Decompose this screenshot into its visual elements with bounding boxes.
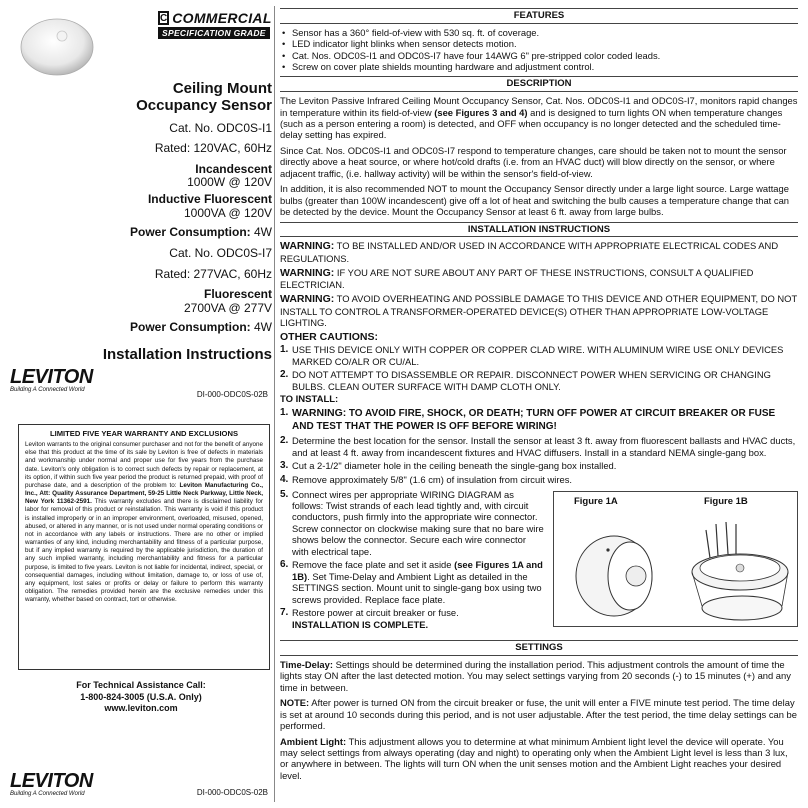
- installation-instructions-title: Installation Instructions: [102, 346, 272, 363]
- inductive-fluorescent-label: Inductive Fluorescent: [147, 192, 272, 207]
- figure-1a-illustration: [558, 510, 678, 626]
- brand-commercial-text: COMMERCIAL: [172, 10, 272, 26]
- install-step-7: 7. Restore power at circuit breaker or fuse. INSTALLATION IS COMPLETE.: [280, 607, 459, 630]
- description-p1: The Leviton Passive Infrared Ceiling Mount Occupancy Sensor, Cat. Nos. ODC0S-I1 and ODC0S-I7, monitors rapid changes in temperature within its field-of-view (see Figures 3 and 4) and is designed to turn lights ON when temperature changes (such as a person entering a room) is detected, and OFF when occupancy is no longer detected and the scheduled time-delay setting has expired.: [280, 95, 798, 141]
- description-heading: DESCRIPTION: [280, 76, 798, 92]
- caution-item: 2. DO NOT ATTEMPT TO DISASSEMBLE OR REPAIR. DISCONNECT POWER WHEN SERVICING OR CHANGING BULBS. CLEAN OUTER SURFACE WITH DAMP CLOTH ONLY.: [280, 369, 771, 392]
- rating-2: Rated: 277VAC, 60Hz: [154, 266, 272, 281]
- product-title-line2: Occupancy Sensor: [136, 97, 272, 115]
- brand-spec-grade-text: SPECIFICATION GRADE: [158, 27, 270, 39]
- tech-assist-phone[interactable]: 1-800-824-3005 (U.S.A. Only): [80, 691, 202, 702]
- leviton-logo-top: [10, 366, 93, 393]
- install-step-3: 3. Cut a 2-1/2" diameter hole in the ceiling beneath the single-gang box installed.: [280, 460, 617, 472]
- technical-assistance: [10, 680, 272, 715]
- install-step-1: 1. WARNING: TO AVOID FIRE, SHOCK, OR DEATH; TURN OFF POWER AT CIRCUIT BREAKER OR FUSE AND TEST THAT THE POWER IS OFF BEFORE WIRING!: [280, 406, 776, 432]
- features-list: [280, 27, 798, 73]
- leviton-logo-text-bottom: LEVITON: [10, 770, 93, 792]
- brand-c-box: C: [160, 12, 168, 24]
- incandescent-value: 1000W @ 120V: [187, 175, 272, 190]
- figure-1a-label: Figure 1A: [573, 495, 618, 507]
- product-spec-block-2: [130, 246, 272, 335]
- occupancy-sensor-image: [18, 12, 96, 78]
- tech-assist-heading: For Technical Assistance Call:: [76, 680, 206, 690]
- column-divider: [274, 6, 275, 802]
- to-install-heading: TO INSTALL:: [280, 394, 339, 406]
- leviton-tagline-bottom: Building A Connected World: [10, 791, 85, 797]
- feature-item: • Cat. Nos. ODC0S-I1 and ODC0S-I7 have four 14AWG 6" pre-stripped color coded leads.: [280, 50, 798, 61]
- caution-item: 1. USE THIS DEVICE ONLY WITH COPPER OR COPPER CLAD WIRE. WITH ALUMINUM WIRE USE ONLY DEVICES MARKED CO/ALR OR CU/AL.: [280, 344, 784, 367]
- install-step-6: 6. Remove the face plate and set it aside (see Figures 1A and 1B). Set Time-Delay and Ambient Light as detailed in the SETTINGS section. Mount unit to single-gang box using two screws provided. Replace face plate.: [280, 559, 543, 605]
- power-label-1: Power Consumption:: [129, 224, 251, 239]
- figure-1b-label: Figure 1B: [703, 495, 748, 507]
- figure-1b-illustration: [676, 510, 798, 626]
- install-step-4: 4. Remove approximately 5/8" (1.6 cm) of insulation from circuit wires.: [280, 474, 572, 486]
- catalog-number-2: Cat. No. ODC0S-I7: [169, 246, 272, 260]
- install-step-2: 2. Determine the best location for the sensor. Install the sensor at least 3 ft. away from fluorescent ballasts and HVAC ducts, and at least 4 ft. away from incandescent fixtures and HVAC diffusers. Install in a standard NEMA single-gang box.: [280, 435, 796, 458]
- inductive-fluorescent-value: 1000VA @ 120V: [183, 205, 272, 220]
- product-title-line1: Ceiling Mount: [172, 80, 272, 97]
- rating-1: Rated: 120VAC, 60Hz: [154, 141, 272, 156]
- power-label-2: Power Consumption:: [129, 319, 251, 334]
- product-spec-block-1: [130, 80, 272, 240]
- leviton-logo-bottom: [10, 770, 93, 797]
- commercial-spec-grade-logo: [158, 10, 270, 46]
- power-value-1: 4W: [254, 224, 272, 239]
- feature-item: • Sensor has a 360° field-of-view with 530 sq. ft. of coverage.: [280, 27, 798, 38]
- fluorescent-value: 2700VA @ 277V: [183, 300, 272, 315]
- fluorescent-label: Fluorescent: [203, 287, 272, 302]
- settings-ambient-light: Ambient Light: This adjustment allows you to determine at what minimum Ambient light level the device will operate. You may select settings from always operating (day and night) to operating only when the Ambient Light level is less than 3 lux, or anywhere in between. The lights will turn ON when the unit senses motion and the Ambient Light reaches your desired level.: [280, 735, 788, 781]
- install-step-5: 5. Connect wires per appropriate WIRING DIAGRAM as follows: Twist strands of each lead tightly and, with circuit conductors, push firmly into the appropriate wire connector. Screw connector on clockwise making sure that no bare wire shows below the connector. Secure each wire connector with electrical tape.: [280, 488, 544, 557]
- other-cautions-heading: OTHER CAUTIONS:: [280, 330, 378, 343]
- power-consumption-1: [130, 225, 272, 241]
- cautions-list: [280, 344, 798, 392]
- settings-heading: SETTINGS: [280, 640, 798, 656]
- figure-box: [553, 491, 798, 627]
- description-p2: Since Cat. Nos. ODC0S-I1 and ODC0S-I7 respond to temperature changes, care should be taken not to mount the sensor directly above a heat source, or where hot/cold drafts (i.e. from an HVAC duct) will blow directly on the sensor, or where adjacent traffic, (i.e. hallway activity) will be within the sensor's field-of-view.: [280, 144, 787, 179]
- right-column: [280, 8, 798, 804]
- tech-assist-website[interactable]: www.leviton.com: [104, 703, 178, 714]
- power-value-2: 4W: [254, 319, 272, 334]
- description-p3: In addition, it is also recommended NOT to mount the Occupancy Sensor directly under a large light source. Large wattage bulbs (greater than 100W incandescent) give off a lot of heat and switching the bulb causes a temperature change that can be detected by the device. Mount the Occupancy Sensor at least 6 ft. away from large bulbs.: [280, 183, 790, 218]
- feature-item: • Screw on cover plate shields mounting hardware and adjustment control.: [280, 61, 798, 72]
- steps-and-figure-row: [280, 489, 798, 635]
- left-column: [10, 6, 272, 804]
- feature-item: • LED indicator light blinks when sensor detects motion.: [280, 38, 798, 49]
- warranty-title: LIMITED FIVE YEAR WARRANTY AND EXCLUSIONS: [49, 429, 239, 438]
- settings-time-delay: Time-Delay: Settings should be determined during the installation period. This adjustment controls the amount of time the lights stay ON after the last detected motion. You may select settings varying from 20 seconds (-) to 15 minutes (+) and any time in between.: [280, 658, 791, 693]
- features-heading: FEATURES: [280, 8, 798, 24]
- leviton-tagline: Building A Connected World: [10, 387, 85, 393]
- install-steps-list: [280, 407, 798, 487]
- incandescent-label: Incandescent: [195, 161, 272, 176]
- install-steps-continued: [280, 489, 545, 633]
- warranty-text: Leviton warrants to the original consumer purchaser and not for the benefit of anyone else that this product at the time of its sale by Leviton is free of defects in materials and workmanship under normal and proper use for five years from the purchase date. Leviton's only obligation is to correct such defects by repair or replacement, at its option, if within such five year period the product is returned prepaid, with proof of purchase date, and a description of the problem to: Leviton Manufacturing Co., Inc., Att: Quality Assurance Department, 59-25 Little Neck Parkway, Little Neck, New York 11362-2591. This warranty excludes and there is disclaimed liability for labor for removal of this product or reinstallation. This warranty is void if this product is installed improperly or in an improper environment, overloaded, misused, opened, abused, or altered in any manner, or is not used under normal operating conditions or not in accordance with any labels or instructions. There are no other or implied warranties of any kind, including merchantability and fitness of a particular purpose, but if any implied warranty is required by the applicable jurisdiction, the duration of any such implied warranty, including merchantability and fitness for a particular purpose, is limited to five years. Leviton is not liable for incidental, indirect, special, or consequential damages, including without limitation, damage to, or loss of use of, any equipment, lost sales or profits or delay or failure to perform this warranty obligation. The remedies provided herein are the exclusive remedies under this warranty, whether based on contract, tort or otherwise.: [25, 441, 263, 604]
- document-number-bottom: DI-000-ODC0S-02B: [196, 788, 268, 797]
- settings-note: NOTE: After power is turned ON from the circuit breaker or fuse, the unit will enter a FIVE minute test period. The time delay is set at around 10 seconds during this period, and is not user adjustable. After the test period, the time delay settings can be performed.: [280, 697, 797, 732]
- warning-3: WARNING: TO AVOID OVERHEATING AND POSSIBLE DAMAGE TO THIS DEVICE AND OTHER EQUIPMENT, DO NOT INSTALL TO CONTROL A TRANSFORMER-OPERATED DEVICE(S) OTHER THAN APPROPRIATE LOW-VOLTAGE LIGHTING.: [280, 292, 798, 329]
- installation-heading: INSTALLATION INSTRUCTIONS: [280, 222, 798, 238]
- warning-1: WARNING: TO BE INSTALLED AND/OR USED IN ACCORDANCE WITH APPROPRIATE ELECTRICAL CODES AND REGULATIONS.: [280, 240, 779, 265]
- leviton-logo-text: LEVITON: [10, 366, 93, 388]
- document-number-top: DI-000-ODC0S-02B: [196, 390, 268, 399]
- catalog-number-1: Cat. No. ODC0S-I1: [169, 120, 272, 135]
- warranty-address: Leviton Manufacturing Co., Inc., Att: Quality Assurance Department, 59-25 Little Neck Parkway, Little Neck, New York 11362-2591.: [25, 481, 263, 506]
- warning-2: WARNING: IF YOU ARE NOT SURE ABOUT ANY PART OF THESE INSTRUCTIONS, CONSULT A QUALIFIED ELECTRICIAN.: [280, 266, 754, 291]
- warranty-box: [18, 424, 270, 670]
- power-consumption-2: [130, 320, 272, 336]
